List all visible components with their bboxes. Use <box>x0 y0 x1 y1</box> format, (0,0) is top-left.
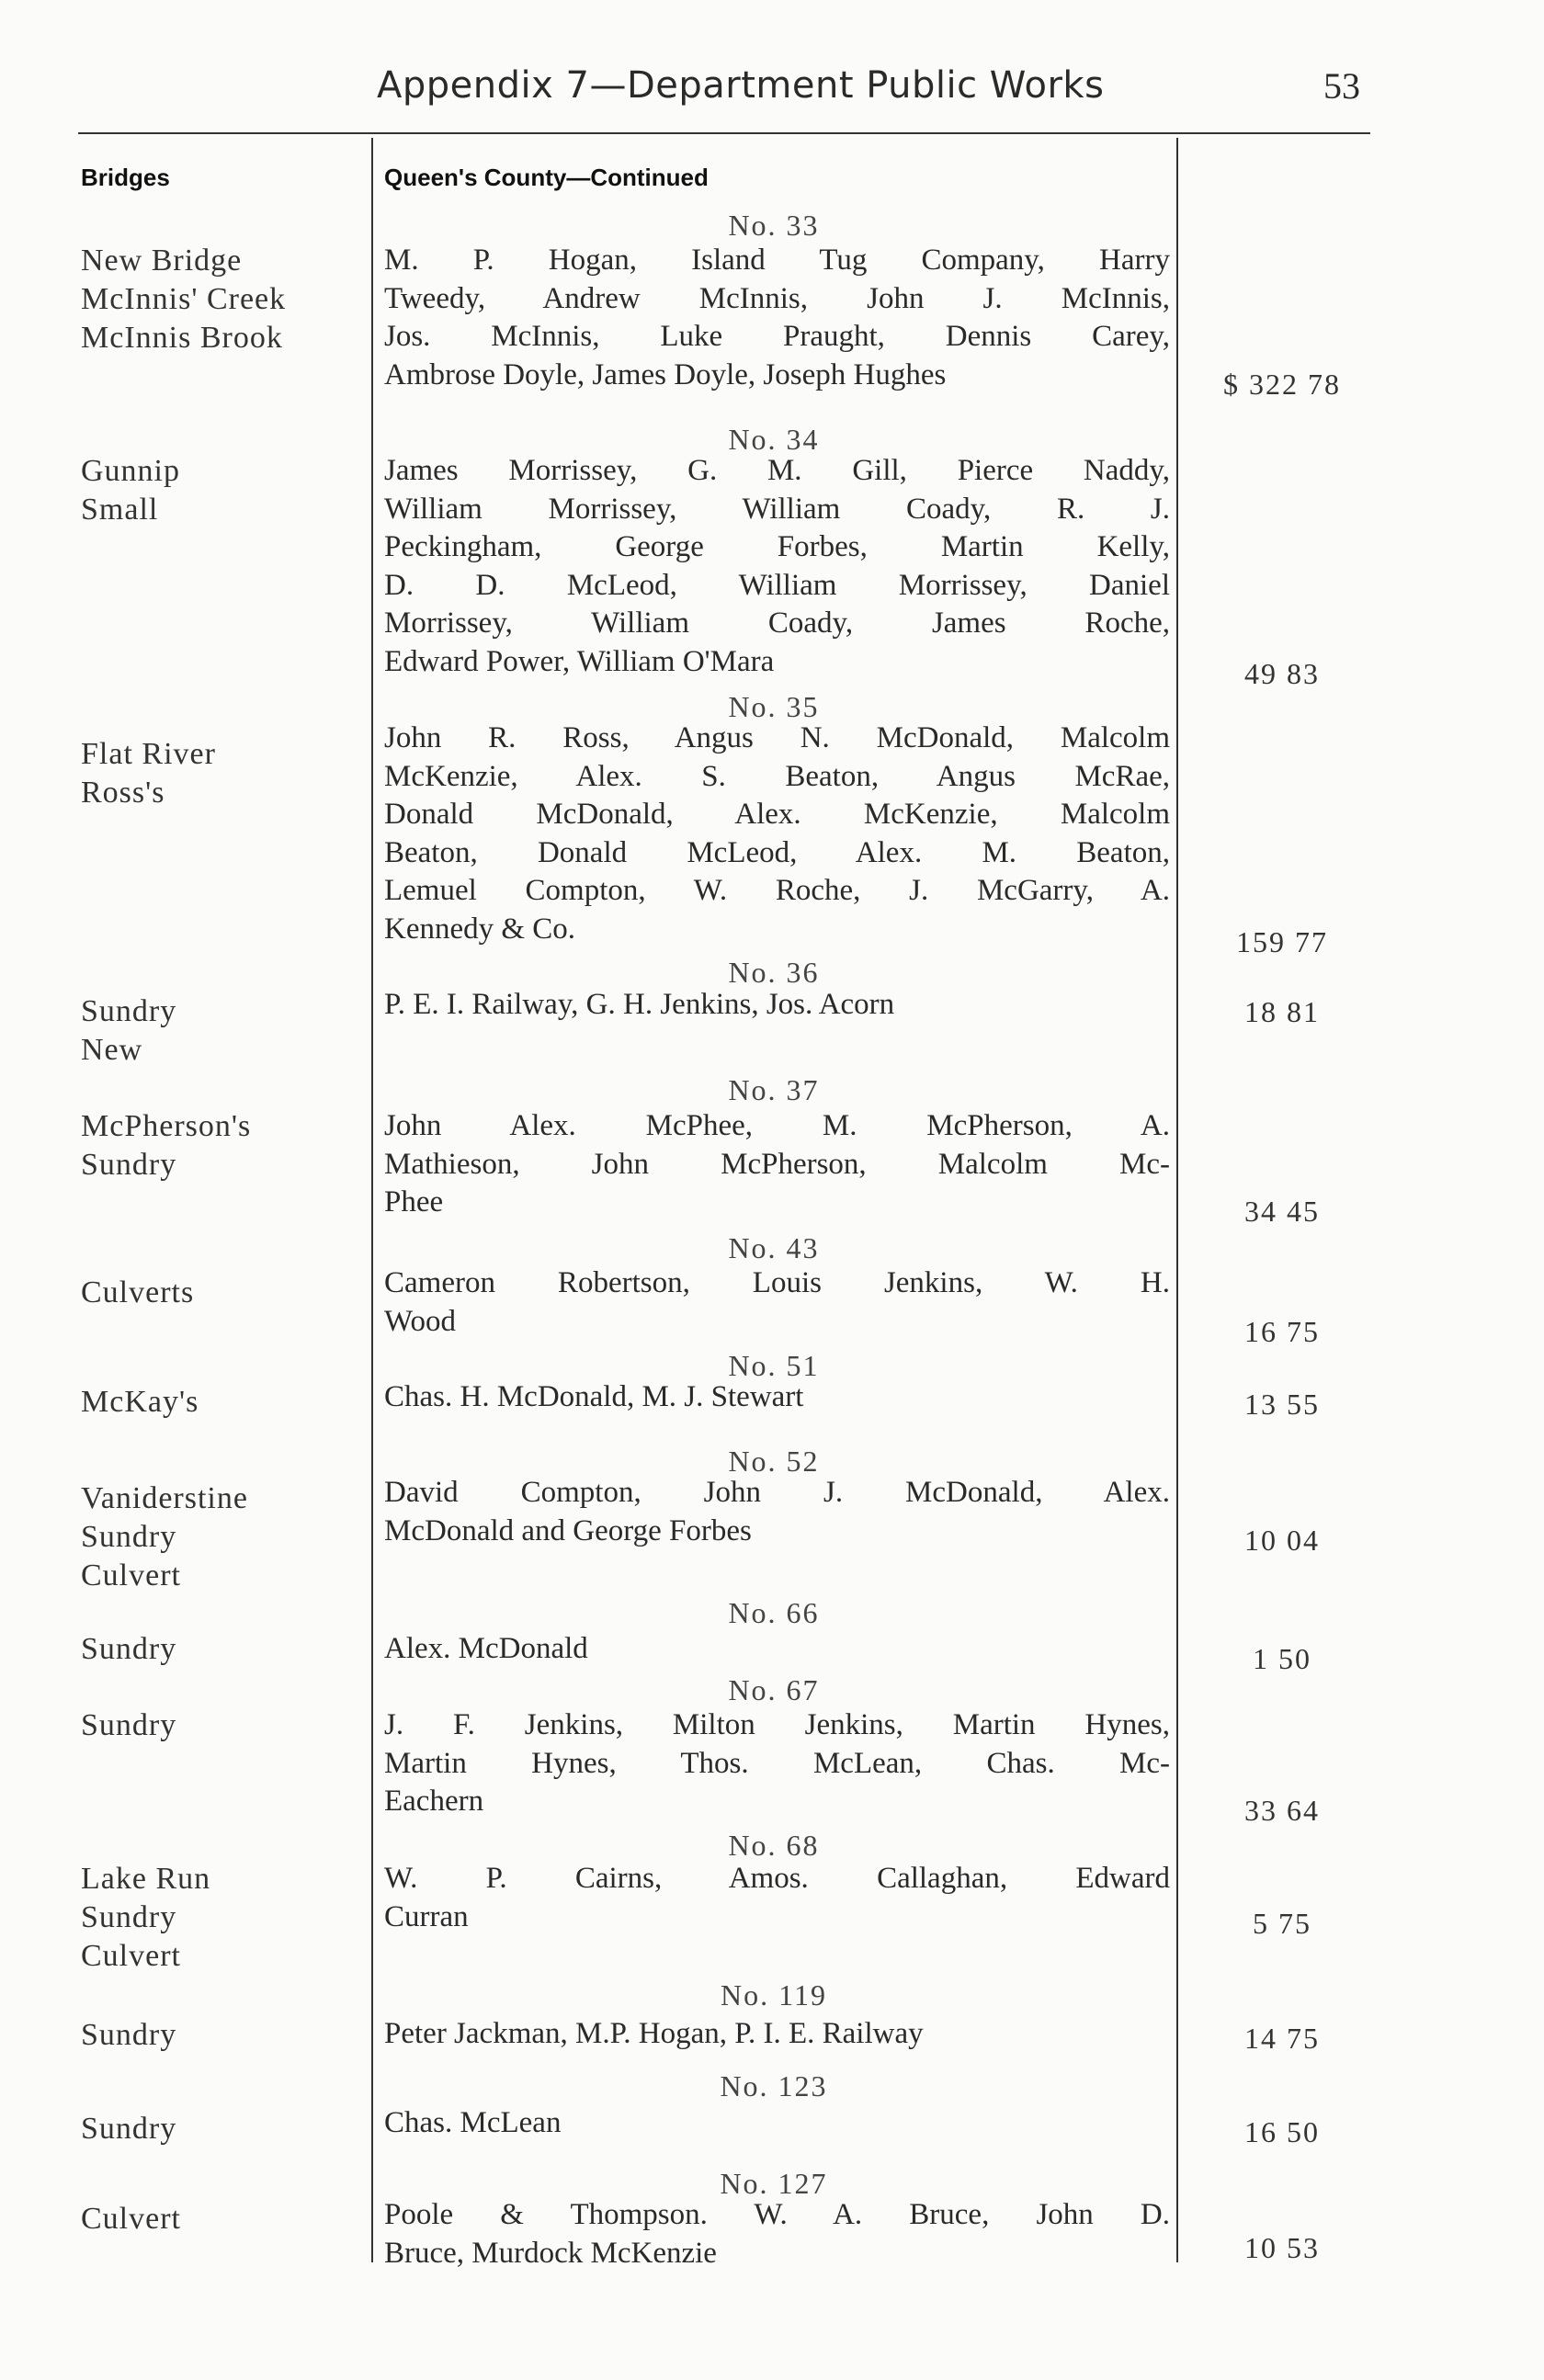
amount: 33 64 <box>1244 1794 1320 1827</box>
bridge-names <box>81 1107 366 1184</box>
bridge-name: Sundry <box>81 2018 177 2052</box>
payee-line: Chas. McLean <box>384 2106 562 2139</box>
entry-number: No. 51 <box>728 1349 820 1382</box>
bridge-name: Vaniderstine <box>81 1481 248 1515</box>
payee-line: John Alex. McPhee, M. McPherson, A. <box>384 1109 1170 1142</box>
payee-line: W. P. Cairns, Amos. Callaghan, Edward <box>384 1862 1170 1895</box>
payee-line: Phee <box>384 1185 444 1218</box>
bridge-name: Lake Run <box>81 1862 211 1896</box>
bridge-names <box>81 1383 366 1422</box>
bridge-name: Culvert <box>81 2202 181 2236</box>
bridge-name: Sundry <box>81 1520 177 1554</box>
payee-list <box>384 1378 1170 1417</box>
payee-list <box>384 2104 1170 2143</box>
bridge-names <box>81 1630 366 1669</box>
bridge-name: New <box>81 1033 143 1067</box>
entry-number: No. 52 <box>728 1445 820 1478</box>
bridge-name: Ross's <box>81 776 165 810</box>
bridge-names <box>81 1274 366 1312</box>
payee-line: Eachern <box>384 1785 484 1818</box>
bridge-names <box>81 2016 366 2055</box>
payee-list <box>384 1630 1170 1669</box>
amount: 18 81 <box>1244 995 1320 1028</box>
amount: 10 04 <box>1244 1524 1320 1557</box>
entry-number: No. 68 <box>728 1829 820 1862</box>
payee-list <box>384 2015 1170 2054</box>
page-number: 53 <box>1323 65 1360 107</box>
page-title: Appendix 7—Department Public Works <box>377 64 1105 107</box>
payee-line: Jos. McInnis, Luke Praught, Dennis Carey, <box>384 320 1170 353</box>
payee-list <box>384 242 1170 394</box>
bridges-column-heading: Bridges <box>81 164 170 191</box>
entry-number: No. 37 <box>728 1073 820 1106</box>
payee-line: Curran <box>384 1899 469 1933</box>
entry-number: No. 43 <box>728 1231 820 1264</box>
payee-list <box>384 452 1170 681</box>
payee-list <box>384 1264 1170 1341</box>
bridge-name: McInnis Brook <box>81 321 283 355</box>
payee-line: M. P. Hogan, Island Tug Company, Harry <box>384 244 1170 277</box>
payee-line: Wood <box>384 1304 457 1338</box>
bridge-name: Sundry <box>81 1632 177 1666</box>
bridge-name: Flat River <box>81 737 216 771</box>
payee-line: Cameron Robertson, Louis Jenkins, W. H. <box>384 1266 1170 1299</box>
column-divider-left <box>371 138 373 2262</box>
bridge-name: New Bridge <box>81 244 243 278</box>
payee-line: D. D. McLeod, William Morrissey, Daniel <box>384 568 1170 602</box>
bridge-name: Culverts <box>81 1275 195 1309</box>
entry-number: No. 66 <box>728 1596 820 1629</box>
bridge-name: Small <box>81 493 159 527</box>
bridge-names <box>81 1860 366 1976</box>
payee-line: Alex. McDonald <box>384 1632 588 1665</box>
payee-line: Donald McDonald, Alex. McKenzie, Malcolm <box>384 798 1170 831</box>
payee-line: Kennedy & Co. <box>384 912 576 946</box>
bridge-name: Culvert <box>81 1939 181 1973</box>
bridge-name: Sundry <box>81 2112 177 2146</box>
bridge-name: McPherson's <box>81 1109 252 1143</box>
payee-line: Ambrose Doyle, James Doyle, Joseph Hughes <box>384 357 947 391</box>
entry-number: No. 67 <box>728 1673 820 1706</box>
payee-line: McDonald and George Forbes <box>384 1513 752 1547</box>
bridge-name: Gunnip <box>81 454 180 488</box>
bridge-names <box>81 242 366 357</box>
payee-line: Poole & Thompson. W. A. Bruce, John D. <box>384 2198 1170 2231</box>
payee-line: Peter Jackman, M.P. Hogan, P. I. E. Railway <box>384 2017 924 2050</box>
bridge-name: McInnis' Creek <box>81 282 287 316</box>
bridge-name: Culvert <box>81 1558 181 1592</box>
payee-line: Mathieson, John McPherson, Malcolm Mc- <box>384 1147 1170 1181</box>
payee-line: William Morrissey, William Coady, R. J. <box>384 492 1170 526</box>
page-header <box>0 64 1544 119</box>
payee-list <box>384 1706 1170 1821</box>
amount: 1 50 <box>1253 1642 1311 1675</box>
payee-line: P. E. I. Railway, G. H. Jenkins, Jos. Acorn <box>384 988 895 1021</box>
entry-number: No. 33 <box>728 209 820 242</box>
column-divider-right <box>1176 138 1178 2262</box>
amount: 10 53 <box>1244 2231 1320 2264</box>
amount: 34 45 <box>1244 1195 1320 1228</box>
bridge-name: Sundry <box>81 1708 177 1742</box>
payee-line: Beaton, Donald McLeod, Alex. M. Beaton, <box>384 835 1170 869</box>
entry-number: No. 36 <box>728 956 820 989</box>
bridge-names <box>81 1706 366 1745</box>
payee-line: Morrissey, William Coady, James Roche, <box>384 606 1170 640</box>
payee-line: McKenzie, Alex. S. Beaton, Angus McRae, <box>384 759 1170 793</box>
payee-line: Lemuel Compton, W. Roche, J. McGarry, A. <box>384 874 1170 907</box>
entry-number: No. 123 <box>720 2069 828 2102</box>
payee-line: J. F. Jenkins, Milton Jenkins, Martin Hynes, <box>384 1708 1170 1741</box>
entry-number: No. 34 <box>728 423 820 456</box>
payee-line: Bruce, Murdock McKenzie <box>384 2236 717 2270</box>
header-rule <box>78 132 1370 134</box>
payee-line: Martin Hynes, Thos. McLean, Chas. Mc- <box>384 1746 1170 1780</box>
payee-list <box>384 1107 1170 1222</box>
bridge-names <box>81 735 366 812</box>
payee-line: Chas. H. McDonald, M. J. Stewart <box>384 1380 804 1413</box>
payee-list <box>384 986 1170 1025</box>
payee-line: Edward Power, William O'Mara <box>384 644 775 678</box>
bridge-name: Sundry <box>81 994 177 1028</box>
amount: 5 75 <box>1253 1907 1311 1940</box>
entry-number: No. 119 <box>721 1978 827 2012</box>
amount: 16 50 <box>1244 2115 1320 2148</box>
bridge-names <box>81 2200 366 2238</box>
payee-line: Peckingham, George Forbes, Martin Kelly, <box>384 530 1170 563</box>
amount: 49 83 <box>1244 657 1320 690</box>
bridge-name: Sundry <box>81 1148 177 1182</box>
payee-list <box>384 1474 1170 1550</box>
amount: 159 77 <box>1236 925 1328 958</box>
county-column-heading: Queen's County—Continued <box>384 164 709 191</box>
bridge-names <box>81 2110 366 2148</box>
payee-line: Tweedy, Andrew McInnis, John J. McInnis, <box>384 281 1170 315</box>
bridge-names <box>81 1479 366 1595</box>
entry-number: No. 35 <box>728 690 820 723</box>
bridge-names <box>81 452 366 529</box>
amount: $ 322 78 <box>1223 368 1341 401</box>
payee-line: David Compton, John J. McDonald, Alex. <box>384 1476 1170 1509</box>
bridge-name: Sundry <box>81 1900 177 1934</box>
payee-list <box>384 720 1170 948</box>
payee-list <box>384 2196 1170 2272</box>
amount: 14 75 <box>1244 2022 1320 2055</box>
amount: 16 75 <box>1244 1315 1320 1348</box>
payee-list <box>384 1860 1170 1936</box>
entry-number: No. 127 <box>720 2167 828 2200</box>
bridge-names <box>81 992 366 1070</box>
payee-line: John R. Ross, Angus N. McDonald, Malcolm <box>384 721 1170 754</box>
amount: 13 55 <box>1244 1388 1320 1421</box>
payee-line: James Morrissey, G. M. Gill, Pierce Naddy, <box>384 454 1170 487</box>
bridge-name: McKay's <box>81 1385 199 1419</box>
